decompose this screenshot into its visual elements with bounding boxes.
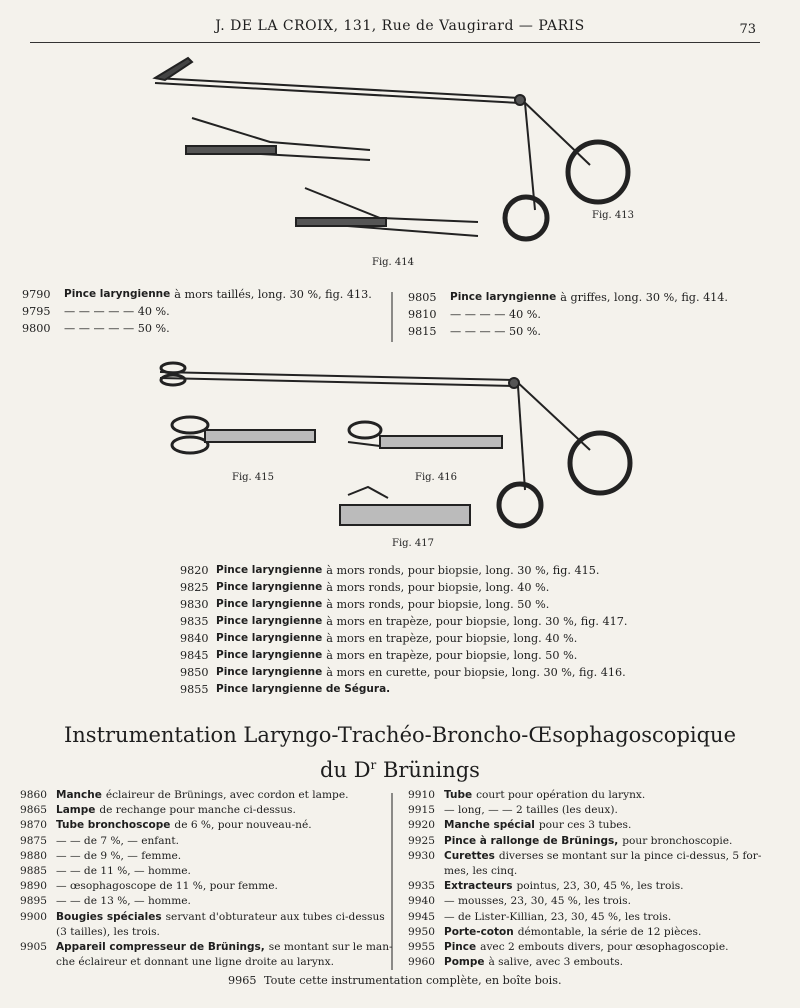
list-item: 9835 Pince laryngienne à mors en trapèze, pour biopsie, long. 30 %, fig. 417. <box>180 615 628 628</box>
list-item: 9915 — long, — — 2 tailles (les deux). <box>408 804 618 817</box>
list-item: che éclaireur et donnant une ligne droite au larynx. <box>56 956 334 969</box>
fig-413-label: Fig. 413 <box>592 210 634 221</box>
list-item: 9855 Pince laryngienne de Ségura. <box>180 683 391 696</box>
section-title-line1: Instrumentation Laryngo-Trachéo-Broncho-Œsophagoscopique <box>63 723 737 747</box>
fig-414-label: Fig. 414 <box>372 257 414 268</box>
list-block1-left <box>22 286 372 337</box>
list-item: 9870 Tube bronchoscope de 6 %, pour nouveau-né. <box>20 819 312 832</box>
fig-417-label: Fig. 417 <box>392 538 434 549</box>
list-item: 9825 Pince laryngienne à mors ronds, pour biopsie, long. 40 %. <box>180 581 550 594</box>
list-item: 9805 Pince laryngienne à griffes, long. 30 %, fig. 414. <box>408 291 728 304</box>
list-item: 9960 Pompe à salive, avec 3 embouts. <box>408 956 624 969</box>
list-item: 9820 Pince laryngienne à mors ronds, pour biopsie, long. 30 %, fig. 415. <box>180 564 600 577</box>
fig-416-label: Fig. 416 <box>415 472 457 483</box>
list-block1-right <box>408 289 728 340</box>
section-title-line2: du $D^r$ Brünings <box>320 758 480 782</box>
list-item: 9850 Pince laryngienne à mors en curette, pour biopsie, long. 30 %, fig. 416. <box>180 666 626 679</box>
list-item: 9910 Tube court pour opération du larynx. <box>408 789 646 801</box>
list-item: 9885 — — de 11 %, — homme. <box>20 865 191 878</box>
fig-415-label: Fig. 415 <box>232 472 274 483</box>
list-block3-left <box>20 788 393 970</box>
list-item: 9875 — — de 7 %, — enfant. <box>20 834 179 847</box>
list-item: 9800 — — — — — 50 %. <box>22 322 170 335</box>
list-item: 9950 Porte-coton démontable, la série de 12 pièces. <box>408 925 702 938</box>
list-item: 9815 — — — — 50 %. <box>408 325 541 338</box>
page-number: 73 <box>739 22 756 37</box>
jaws-416-detail <box>348 422 502 448</box>
list-item: 9925 Pince à rallonge de Brünings, pour bronchoscopie. <box>408 834 733 847</box>
list-item: 9860 Manche éclaireur de Brünings, avec cordon et lampe. <box>20 789 349 801</box>
list-item: 9845 Pince laryngienne à mors en trapèze, pour biopsie, long. 50 %. <box>180 649 578 662</box>
jaws-417-detail <box>340 487 470 525</box>
list-item: 9900 Bougies spéciales servant d'obturateur aux tubes ci-dessus <box>20 910 385 923</box>
jaws-413-detail <box>186 118 370 160</box>
list-item: 9940 — mousses, 23, 30, 45 %, les trois. <box>408 895 631 908</box>
list-block3-right <box>408 788 761 970</box>
page-header: J. DE LA CROIX, 131, Rue de Vaugirard — PARIS <box>215 18 585 34</box>
list-item: 9865 Lampe de rechange pour manche ci-dessus. <box>20 804 296 817</box>
list-item: 9905 Appareil compresseur de Brünings, se montant sur le man- <box>20 941 393 954</box>
list-item: mes, les cinq. <box>444 865 518 878</box>
list-item: 9935 Extracteurs pointus, 23, 30, 45 %, les trois. <box>408 880 684 893</box>
footer-line <box>228 972 562 989</box>
list-item: 9830 Pince laryngienne à mors ronds, pour biopsie, long. 50 %. <box>180 598 550 611</box>
list-item: 9955 Pince avec 2 embouts divers, pour œsophagoscopie. <box>408 941 729 954</box>
footer-text: Toute cette instrumentation complète, en boîte bois. <box>264 974 562 987</box>
section-title <box>0 720 800 785</box>
list-item: 9895 — — de 13 %, — homme. <box>20 895 191 908</box>
list-item: 9840 Pince laryngienne à mors en trapèze, pour biopsie, long. 40 %. <box>180 632 578 645</box>
jaws-415-detail <box>172 417 315 453</box>
list-block2 <box>180 562 627 698</box>
list-item: 9880 — — de 9 %, — femme. <box>20 849 182 862</box>
list-item: 9795 — — — — — 40 %. <box>22 305 170 318</box>
list-item: 9810 — — — — 40 %. <box>408 308 541 321</box>
list-item: 9945 — de Lister-Killian, 23, 30, 45 %, les trois. <box>408 910 672 923</box>
jaws-414-detail <box>295 188 478 236</box>
list-item: 9930 Curettes diverses se montant sur la pince ci-dessus, 5 for- <box>408 849 762 862</box>
list-item: (3 tailles), les trois. <box>56 925 160 938</box>
list-item: 9890 — œsophagoscope de 11 %, pour femme. <box>20 880 278 893</box>
list-item: 9790 Pince laryngienne à mors taillés, long. 30 %, fig. 413. <box>22 288 372 301</box>
list-item: 9920 Manche spécial pour ces 3 tubes. <box>408 819 632 832</box>
footer-number: 9965 <box>228 974 257 987</box>
